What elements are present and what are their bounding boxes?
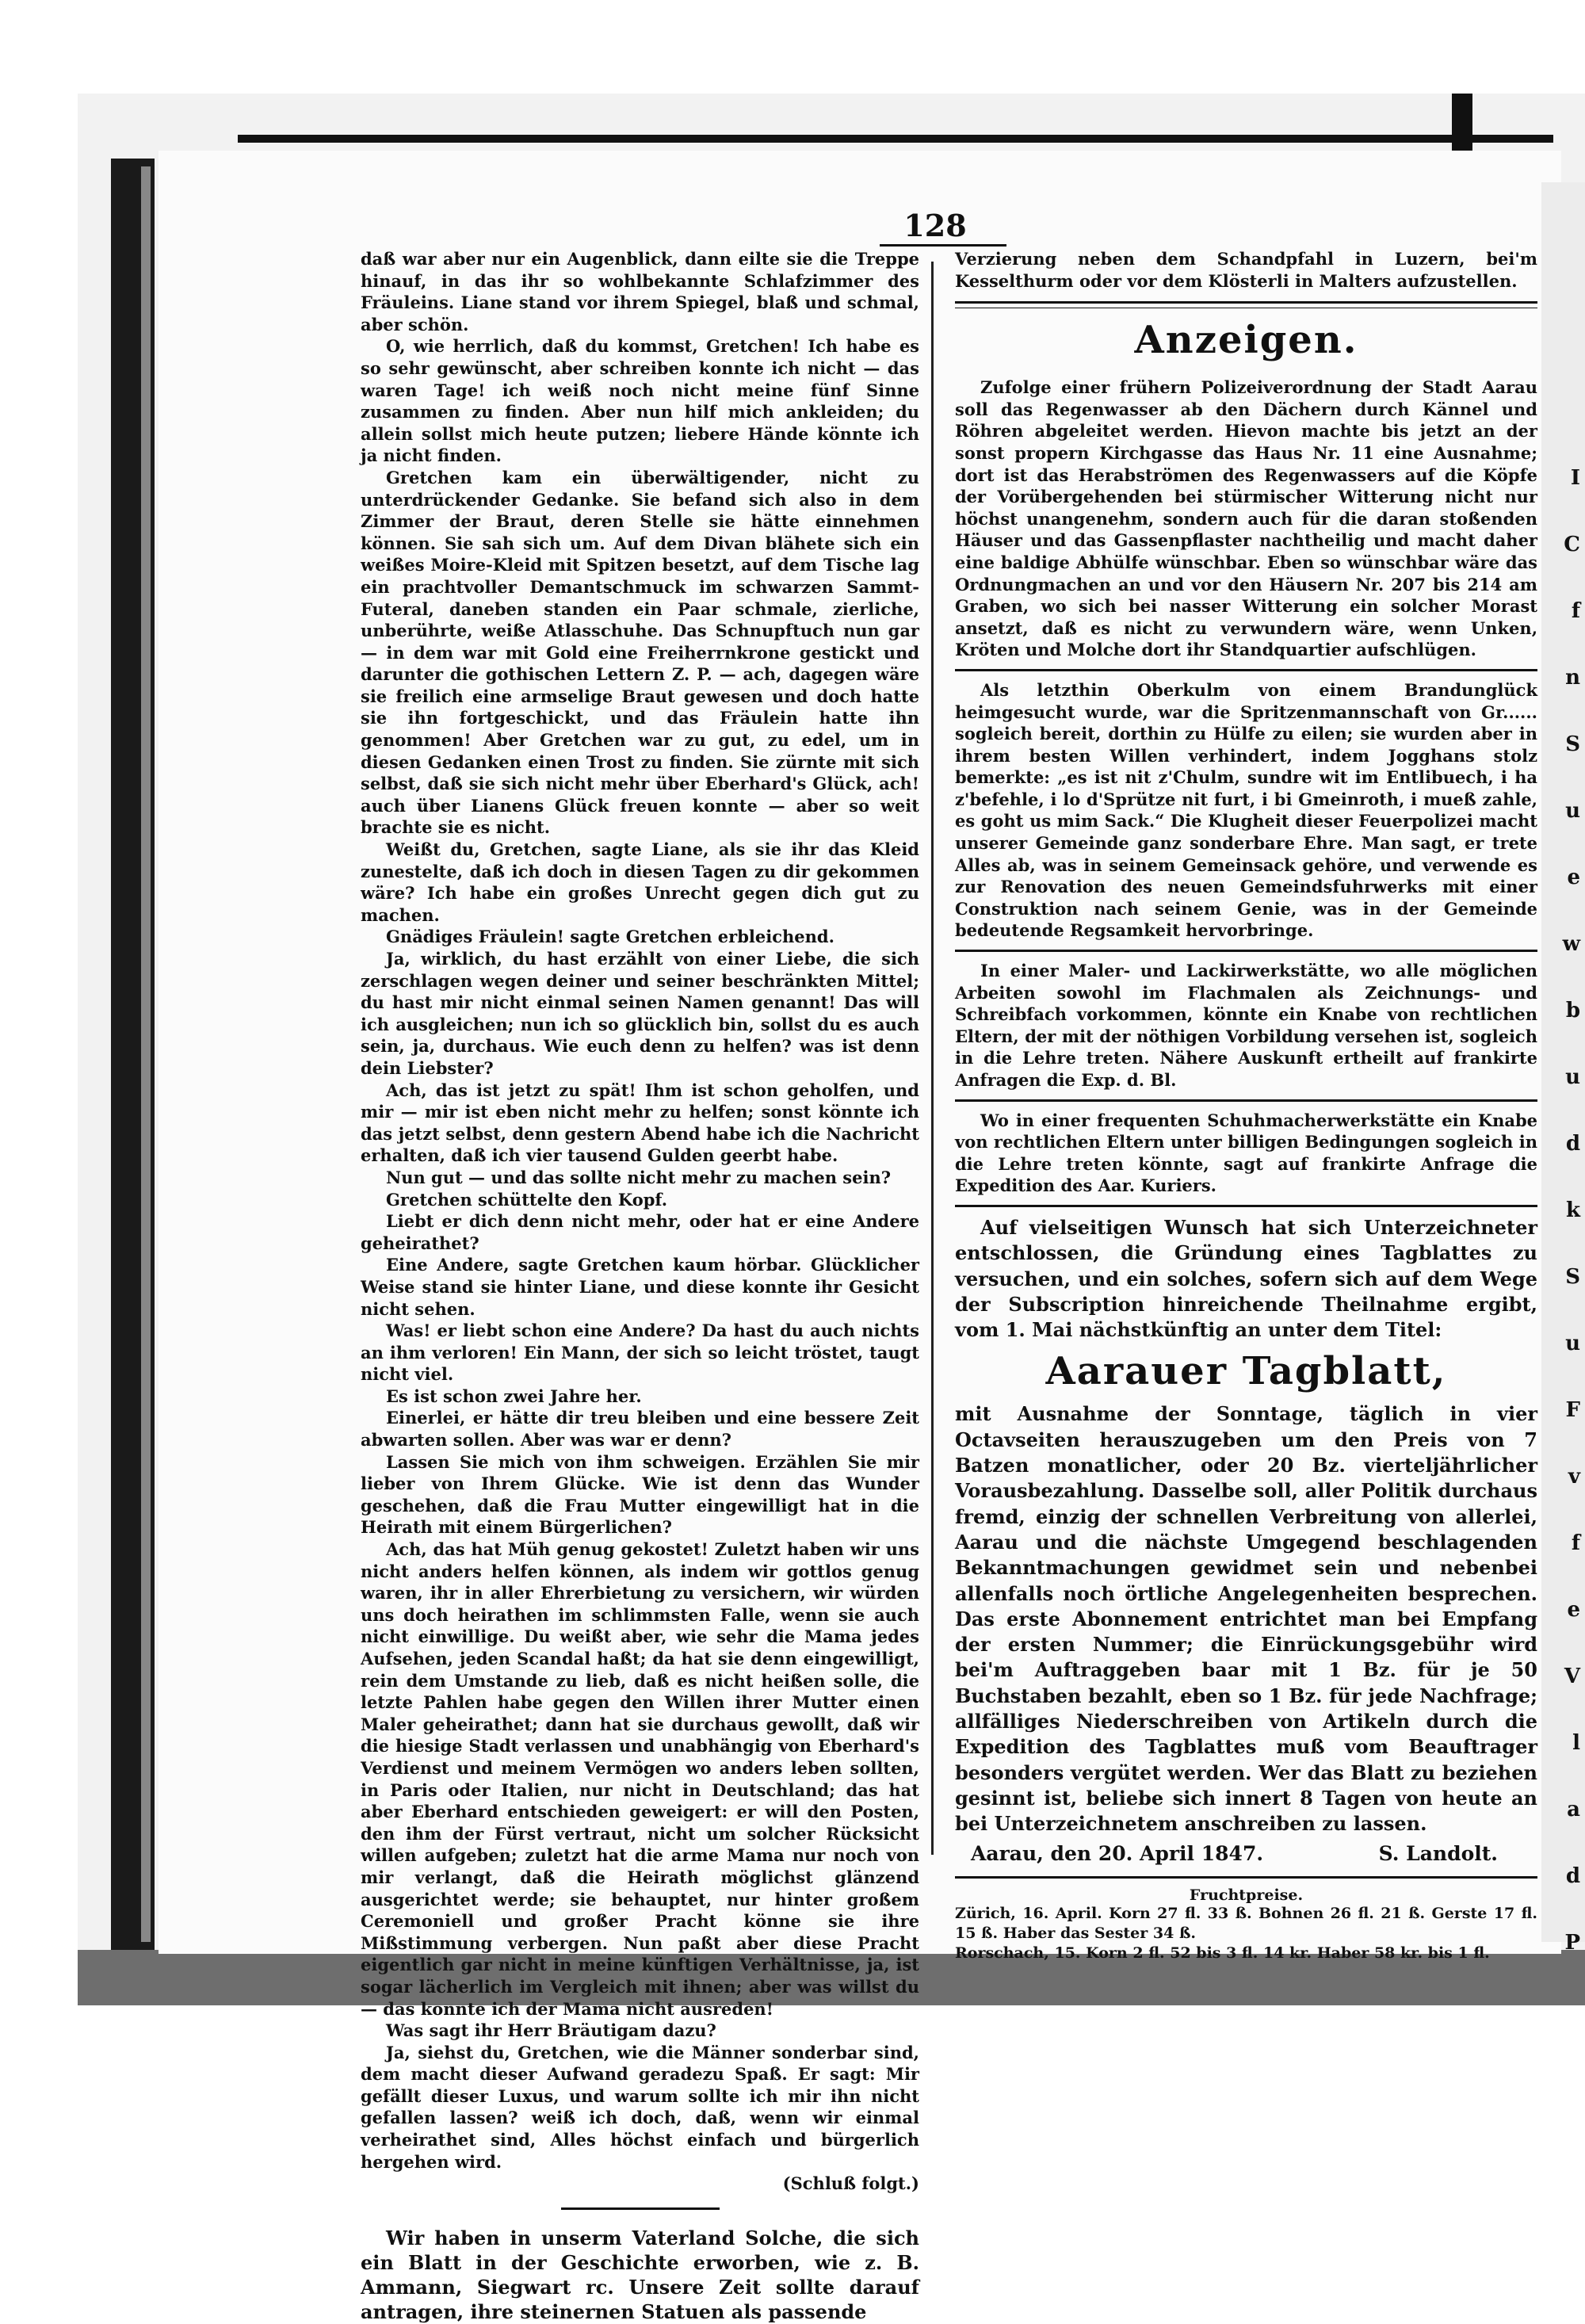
announcement-title: Aarauer Tagblatt, — [1045, 1349, 1447, 1394]
edge-fragment: u — [1565, 1065, 1580, 1089]
scan-top-border — [238, 135, 1553, 143]
grain-prices — [955, 1886, 1537, 1963]
edge-fragment: e — [1567, 1598, 1580, 1622]
story-paragraph: Gretchen kam ein überwältigender, nicht zu unterdrückender Gedanke. Sie befand sich also in dem Zimmer der Braut, deren Stelle sie hätte einnehmen können. Sie sah sich um. Auf dem Divan blähete sich ein weißes Moire-Kleid mit Spitzen besetzt, auf dem Tische lag ein prachtvoller Demantschmuck im schwarzen Sammt-Futeral, daneben standen ein Paar schmale, zierliche, unberührte, weiße Atlasschuhe. Das Schnupftuch nun gar — in dem war mit Gold eine Freiherrnkrone gestickt und darunter die gothischen Lettern Z. P. — ach, dagegen wäre sie freilich eine armselige Braut gewesen und doch hatte sie ihn fortgeschickt, und das Fräulein hatte ihn genommen! Aber Gretchen war zu gut, zu edel, um in diesen Gedanken einen Trost zu finden. Sie zürnte mit sich selbst, daß sie sich nicht mehr über Eberhard's Glück, ach! auch über Lianens Glück freuen konnte — aber so weit brachte sie es nicht. — [361, 467, 919, 838]
story-paragraph: Ja, siehst du, Gretchen, wie die Männer sonderbar sind, dem macht dieser Aufwand geradezu Spaß. Er sagt: Mir gefällt dieser Luxus, und warum sollte ich mir ihn nicht gefallen lassen? weiß ich doch, daß, wenn wir einmal verheirathet sind, Alles höchst einfach und bürgerlich hergehen wird. — [361, 2042, 919, 2172]
article-separator — [561, 2207, 720, 2210]
story-paragraph: Weißt du, Gretchen, sagte Liane, als sie ihr das Kleid zunestelte, daß ich doch in diesen Tagen zu dir gekommen wäre? Ich habe ein großes Unrecht gegen dich gut zu machen. — [361, 839, 919, 925]
announcement-intro: Auf vielseitigen Wunsch hat sich Unterzeichneter entschlossen, die Gründung eines Tagblattes zu versuchen, und ein solches, sofern sich auf dem Wege der Subscription hinreichende Theilnahme ergibt, vom 1. Mai nächstkünftig an unter dem Titel: — [955, 1215, 1537, 1342]
story-paragraph: Einerlei, er hätte dir treu bleiben und eine bessere Zeit abwarten sollen. Aber was war er denn? — [361, 1408, 919, 1451]
edge-fragment: u — [1565, 799, 1580, 823]
edge-fragment: w — [1562, 932, 1580, 956]
story-paragraph: Was! er liebt schon eine Andere? Da hast du auch nichts an ihm verloren! Ein Mann, der sich so leicht tröstet, taugt nicht viel. — [361, 1321, 919, 1385]
tagblatt-announcement — [955, 1215, 1537, 1837]
notice: In einer Maler- und Lackirwerkstätte, wo alle möglichen Arbeiten sowohl im Flachmalen als Zeichnungs- und Schreibfach vorkommen, könnte ein Knabe von rechtlichen Eltern, der mit der nöthigen Vorbildung versehen ist, sogleich in die Lehre treten. Nähere Auskunft ertheilt auf frankirte Anfragen die Exp. d. Bl. — [955, 961, 1537, 1090]
notice-separator — [955, 669, 1537, 671]
signature-place-date: Aarau, den 20. April 1847. — [971, 1841, 1264, 1865]
notice-separator — [955, 1099, 1537, 1102]
signature-name: S. Landolt. — [1378, 1841, 1498, 1865]
intro-paragraph: Verzierung neben dem Schandpfahl in Luzern, bei'm Kesselthurm oder vor dem Klösterli in Malters aufzustellen. — [955, 249, 1537, 291]
continuation-note: (Schluß folgt.) — [782, 2173, 919, 2194]
story-paragraph: daß war aber nur ein Augenblick, dann eilte sie die Treppe hinauf, in das ihr so wohlbekannte Schlafzimmer des Fräuleins. Liane stand vor ihrem Spiegel, blaß und schmal, aber schön. — [361, 249, 919, 334]
story-paragraph: Ach, das ist jetzt zu spät! Ihm ist schon geholfen, und mir — mir ist eben nicht mehr zu helfen; sonst könnte ich das jetzt selbst, denn gestern Abend habe ich die Nachricht erhalten, daß ich vier tausend Gulden geerbt habe. — [361, 1080, 919, 1166]
notice: Wo in einer frequenten Schuhmacherwerkstätte ein Knabe von rechtlichen Eltern unter billigen Bedingungen sogleich in die Lehre treten könnte, sagt auf frankirte Anfrage die Expedition des Aar. Kuriers. — [955, 1110, 1537, 1196]
edge-fragment: k — [1565, 1198, 1580, 1222]
notice-separator — [955, 950, 1537, 952]
notice-separator — [955, 1205, 1537, 1207]
section-title: Anzeigen. — [1134, 318, 1358, 363]
notice: Als letzthin Oberkulm von einem Brandunglück heimgesucht wurde, war die Spritzenmannschaft von Gr...... sogleich bereit, dorthin zu Hülfe zu eilen; sie wurden aber in ihrem besten Willen verhindert, indem Jogghans stolz bemerkte: „es ist nit z'Chulm, sundre wit im Entlibuech, i ha z'befehle, i lo d'Sprütze nit furt, i bi Gmeinroth, i mueß zahle, es goht us mim Sack.“ Die Klugheit dieser Feuerpolizei macht unserer Gemeinde ganz sonderbare Ehre. Man sagt, er trete Alles ab, was in seinem Gemeinsack gehöre, und verwende es zur Renovation des neuen Gemeindsfuhrwerks mit einer Construktion nach seinem Genie, was in der Gemeinde bedeutende Regsamkeit hervorbringe. — [955, 679, 1537, 941]
section-rule — [955, 301, 1537, 308]
edge-fragment: V — [1564, 1665, 1580, 1688]
story-paragraph: Eine Andere, sagte Gretchen kaum hörbar. Glücklicher Weise stand sie hinter Liane, und diese konnte ihr Gesicht nicht sehen. — [361, 1255, 919, 1319]
edge-fragment: b — [1565, 999, 1580, 1022]
story-paragraph: O, wie herrlich, daß du kommst, Gretchen! Ich habe es so sehr gewünscht, aber schreiben konnte ich nicht — das waren Tage! ich weiß noch nicht meine fünf Sinne zusammen zu finden. Aber nun hilf mich ankleiden; du allein sollst mich heute putzen; liebere Hände könnte ich ja nicht finden. — [361, 336, 919, 466]
story-paragraph: Was sagt ihr Herr Bräutigam dazu? — [386, 2020, 716, 2041]
story-paragraph: Lassen Sie mich von ihm schweigen. Erzählen Sie mir lieber von Ihrem Glücke. Wie ist denn das Wunder geschehen, daß die Frau Mutter eingewilligt hat in die Heirath mit einem Bürgerlichen? — [361, 1451, 919, 1538]
notice: Zufolge einer frühern Polizeiverordnung der Stadt Aarau soll das Regenwasser ab den Dächern durch Kännel und Röhren abgeleitet werden. Hievon machte bis jetzt an der sonst propern Kirchgasse das Haus Nr. 11 eine Ausnahme; dort ist das Herabströmen des Regenwassers auf die Köpfe der Vorübergehenden bei stürmischer Witterung nicht nur höchst unangenehm, sondern auch für die daran stoßenden Häuser und das Gassenpflaster nachtheilig und macht daher eine baldige Abhülfe wünschbar. Eben so wünschbar wäre das Ordnungmachen an und vor den Häusern Nr. 207 bis 214 am Graben, wo sich bei nasser Witterung ein solcher Morast ansetzt, daß es nicht zu verwundern wäre, wenn Unken, Kröten und Molche dort ihr Standquartier aufschlügen. — [955, 377, 1537, 660]
story-paragraph: Gretchen schüttelte den Kopf. — [386, 1189, 668, 1210]
edge-fragment: S — [1565, 1265, 1580, 1289]
edge-fragment: u — [1565, 1332, 1580, 1355]
story-paragraph: Liebt er dich denn nicht mehr, oder hat er eine Andere geheirathet? — [361, 1211, 919, 1253]
edge-fragment: l — [1572, 1731, 1580, 1755]
right-column — [955, 248, 1537, 1963]
prices-separator — [955, 1876, 1537, 1879]
story-paragraph: Es ist schon zwei Jahre her. — [386, 1386, 642, 1406]
price-line: Zürich, 16. April. Korn 27 fl. 33 ß. Bohnen 26 fl. 21 ß. Gerste 17 fl. 15 ß. Haber das Sester 34 ß. — [955, 1904, 1537, 1942]
next-page-edge — [1541, 182, 1585, 1955]
edge-fragment: f — [1571, 599, 1580, 623]
edge-fragment: P — [1564, 1931, 1580, 1955]
edge-fragment: e — [1567, 866, 1580, 889]
edge-fragment: f — [1571, 1531, 1580, 1555]
column-separator — [931, 262, 934, 1855]
closing-paragraph: Wir haben in unserm Vaterland Solche, die sich ein Blatt in der Geschichte erworben, wie z. B. Ammann, Siegwart rc. Unsere Zeit sollte darauf antragen, ihre steinernen Statuen als passende — [361, 2226, 919, 2323]
left-column — [361, 248, 919, 2324]
edge-fragment: I — [1570, 466, 1580, 490]
prices-title: Fruchtpreise. — [1189, 1886, 1304, 1904]
story-paragraph: Nun gut — und das sollte nicht mehr zu machen sein? — [386, 1167, 892, 1187]
edge-fragment: d — [1565, 1864, 1580, 1888]
edge-fragment: n — [1565, 666, 1580, 690]
edge-fragment: C — [1564, 533, 1580, 556]
page-number: 128 — [903, 208, 967, 243]
edge-fragment: d — [1565, 1132, 1580, 1156]
price-line: Rorschach, 15. Korn 2 fl. 52 bis 3 fl. 14 kr. Haber 58 kr. bis 1 fl. — [955, 1944, 1490, 1962]
book-binding-edge-inner — [141, 166, 151, 1942]
announcement-body: mit Ausnahme der Sonntage, täglich in vier Octavseiten herauszugeben um den Preis von 7 Batzen monatlicher, oder 20 Bz. vierteljährlicher Vorausbezahlung. Dasselbe soll, aller Politik durchaus fremd, einzig der schnellen Verbreitung von allerlei, Aarau und die nächste Umgegend beschlagenden Bekanntmachungen gewidmet sein und nebenbei allenfalls noch örtliche Angelegenheiten besprechen. Das erste Abonnement entrichtet man bei Empfang der ersten Nummer; die Einrückungsgebühr wird bei'm Auftraggeben baar mit 1 Bz. für je 50 Buchstaben bezahlt, eben so 1 Bz. für jede Nachfrage; allfälliges Niederschreiben von Artikeln durch die Expedition des Tagblattes muß vom Beauftrager besonders vergütet werden. Wer das Blatt zu beziehen gesinnt ist, beliebe sich innert 8 Tagen von heute an bei Unterzeichnetem anschreiben zu lassen. — [955, 1402, 1537, 1836]
edge-fragment: v — [1568, 1465, 1580, 1489]
story-paragraph: Gnädiges Fräulein! sagte Gretchen erbleichend. — [386, 927, 835, 947]
edge-fragment: a — [1567, 1798, 1580, 1821]
story-paragraph: Ja, wirklich, du hast erzählt von einer Liebe, die sich zerschlagen wegen deiner und seiner beschränkten Mittel; du hast mir nicht einmal seinen Namen genannt! Das will ich ausgleichen; nun ich so glücklich bin, sollst du es auch sein, ja, durchaus. Wie euch denn zu helfen? was ist denn dein Liebster? — [361, 949, 919, 1078]
edge-fragment: F — [1565, 1398, 1580, 1422]
page-number-rule — [880, 244, 1006, 247]
edge-fragment: S — [1565, 732, 1580, 756]
story-paragraph: Ach, das hat Müh genug gekostet! Zuletzt haben wir uns nicht anders helfen können, als indem wir gottlos genug waren, ihr in aller Ehrerbietung zu versichern, wir würden uns doch heirathen im schlimmsten Falle, wenn sie auch nicht einwillige. Du weißt aber, wie sehr die Mama jedes Aufsehen, jeden Scandal haßt; da hat sie denn eingewilligt, rein dem Umstande zu lieb, daß es nicht heißen solle, die letzte Pahlen habe gegen den Willen ihrer Mutter einen Maler geheirathet; dann hat sie durchaus gewollt, daß wir die hiesige Stadt verlassen und unabhängig von Eberhard's Verdienst und meinem Vermögen wo anders leben sollten, in Paris oder Italien, nur nicht in Deutschland; das hat aber Eberhard entschieden geweigert: er will den Posten, den ihm der Fürst vertraut, nicht um solcher Rücksicht willen aufgeben; zuletzt hat die arme Mama nur noch von mir verlangt, daß die Heirath möglichst glänzend ausgerichtet werde; sie behauptet, nur hinter großem Ceremoniell und großer Pracht könne sie ihre Mißstimmung verbergen. Nun paßt aber diese Pracht eigentlich gar nicht in meine künftigen Verhältnisse, ja, ist sogar lächerlich im Vergleich mit ihnen; aber was willst du — das konnte ich der Mama nicht ausreden! — [361, 1539, 919, 2019]
signature-line — [955, 1837, 1537, 1868]
